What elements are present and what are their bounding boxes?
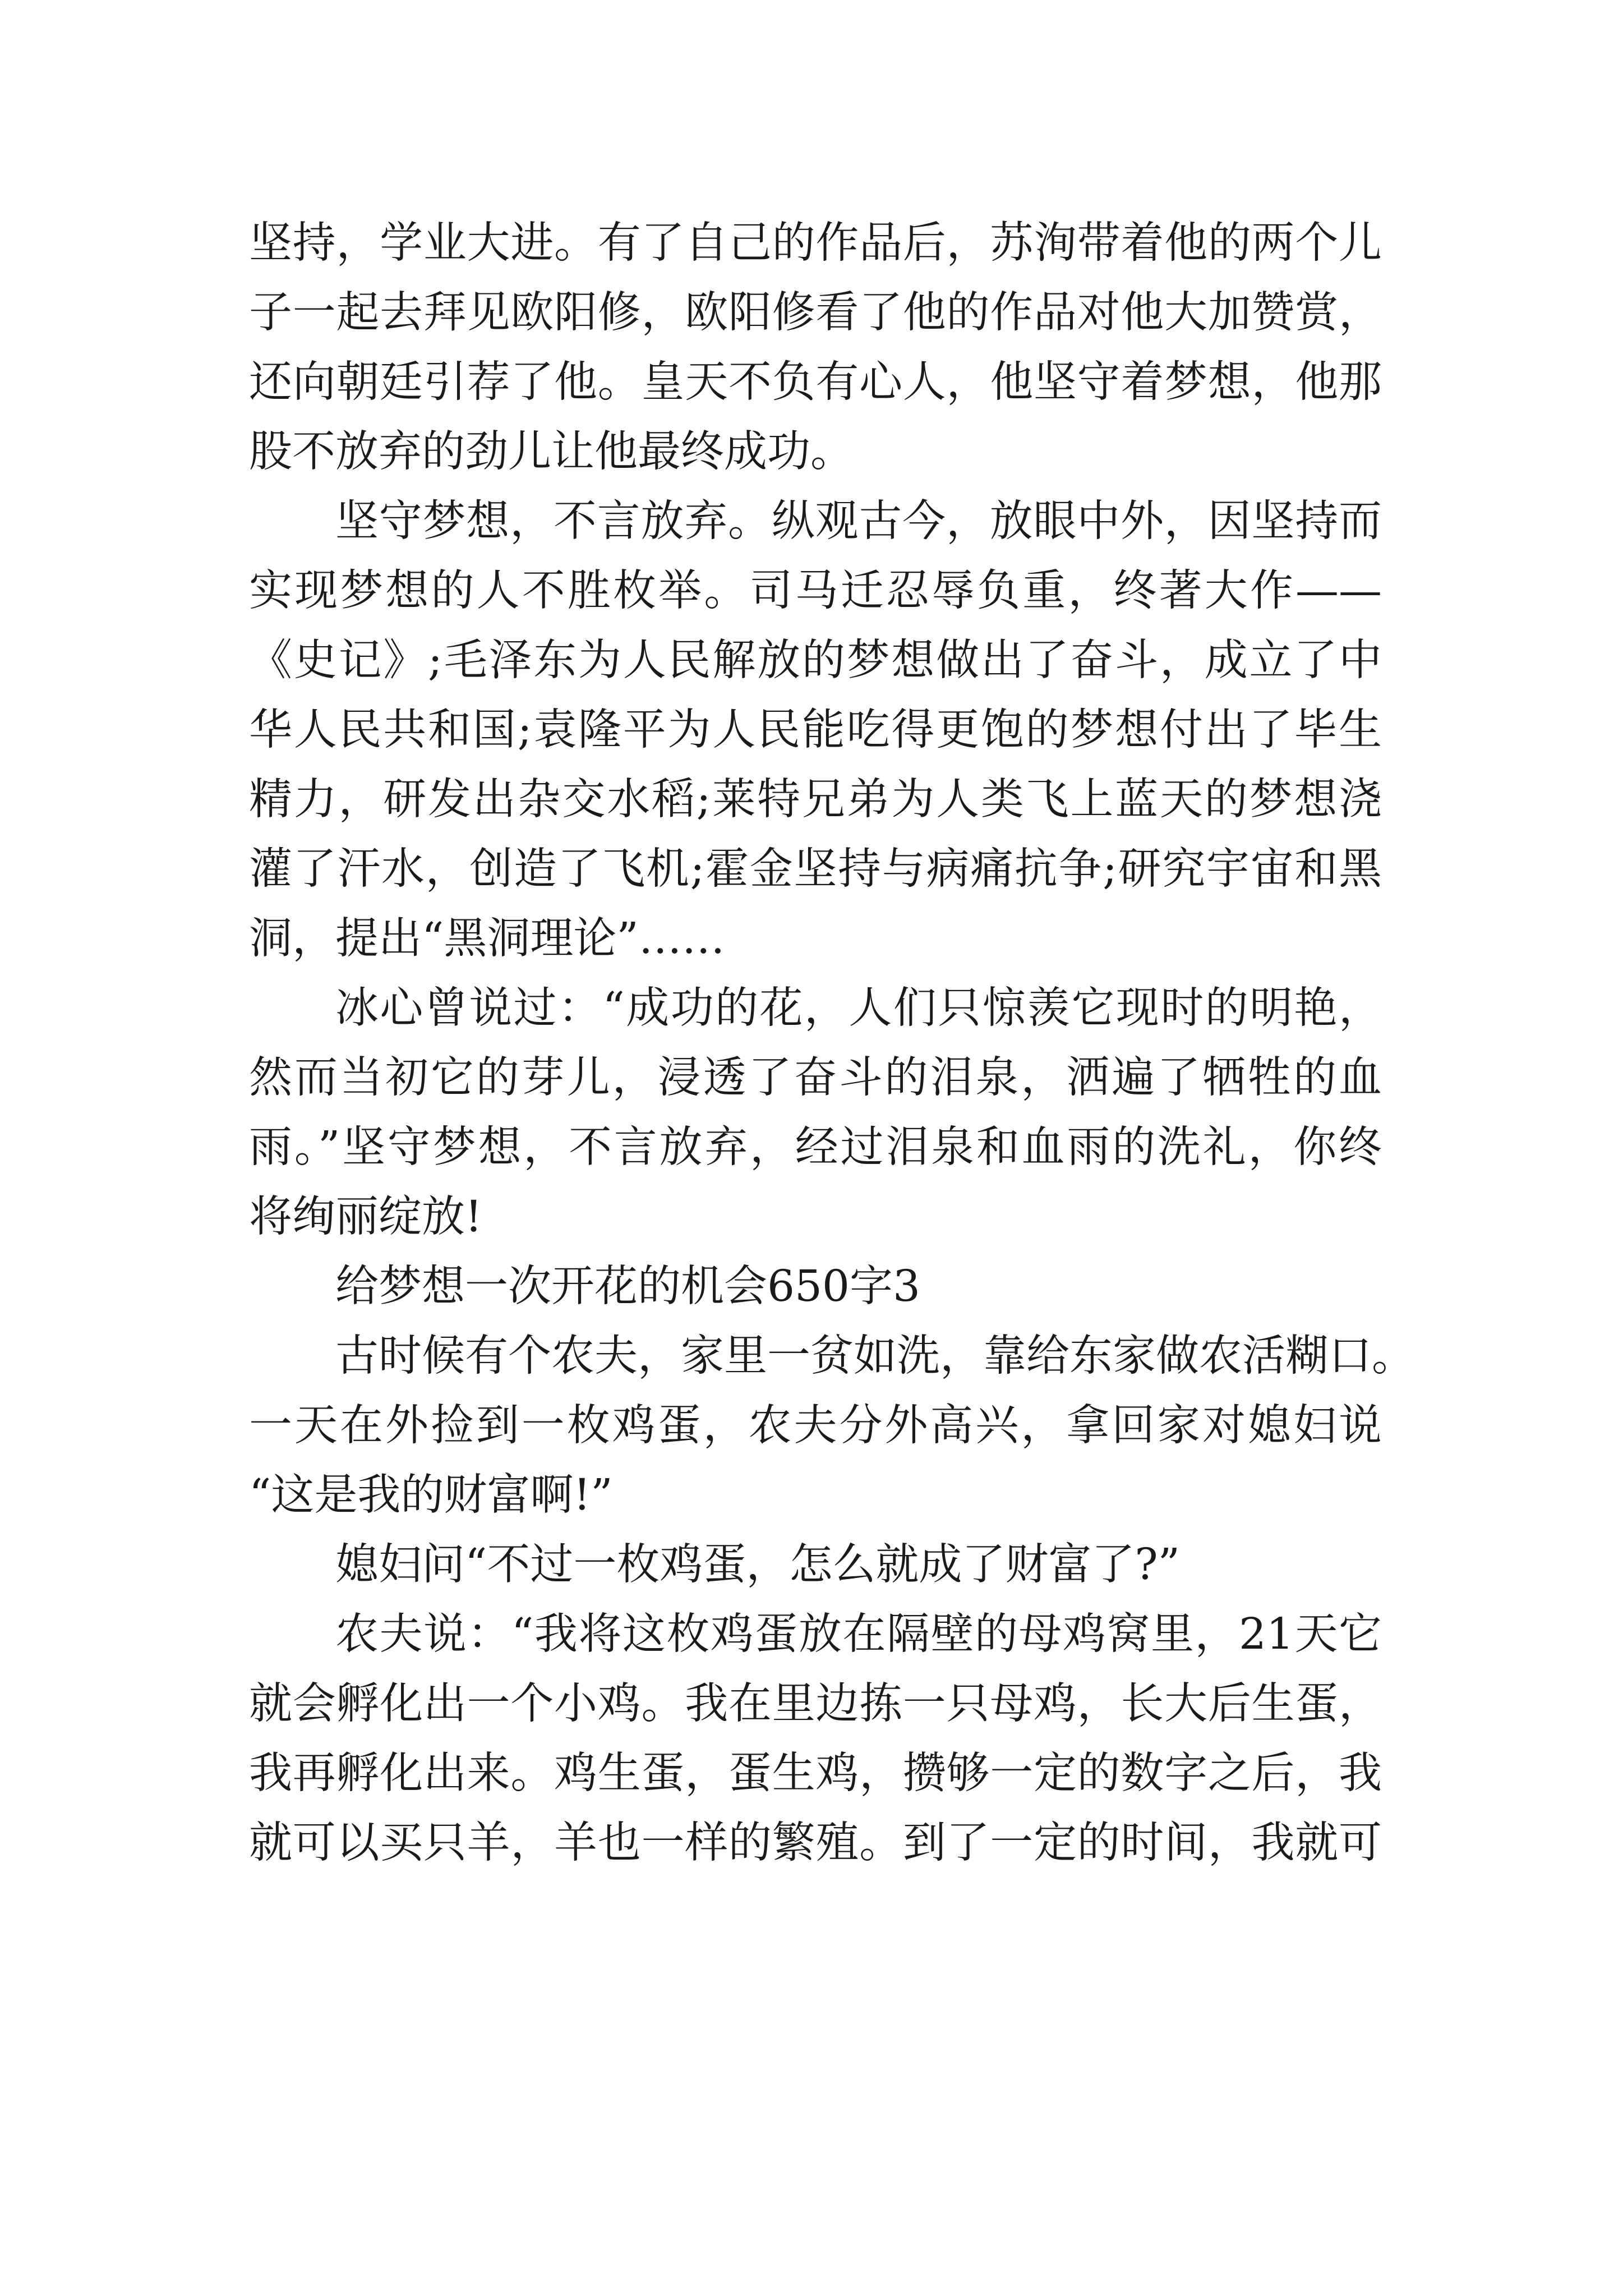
text-line: 就可以买只羊，羊也一样的繁殖。到了一定的时间，我就可	[249, 1818, 1382, 1868]
text-line: 《史记》;毛泽东为人民解放的梦想做出了奋斗，成立了中	[249, 636, 1382, 685]
text-line: 坚守梦想，不言放弃。纵观古今，放眼中外，因坚持而	[335, 496, 1382, 546]
text-line: 雨。”坚守梦想，不言放弃，经过泪泉和血雨的洗礼，你终	[249, 1122, 1382, 1172]
text-line: 精力，研发出杂交水稻;莱特兄弟为人类飞上蓝天的梦想浇	[249, 775, 1382, 825]
text-line: 农夫说：“我将这枚鸡蛋放在隔壁的母鸡窝里，21天它	[335, 1609, 1382, 1659]
text-line: 我再孵化出来。鸡生蛋，蛋生鸡，攒够一定的数字之后，我	[249, 1749, 1382, 1798]
text-line: 媳妇问“不过一枚鸡蛋，怎么就成了财富了?”	[335, 1540, 1181, 1590]
text-line: 实现梦想的人不胜枚举。司马迁忍辱负重，终著大作——	[249, 566, 1382, 616]
text-line: 洞，提出“黑洞理论”……	[249, 914, 725, 964]
text-line: 古时候有个农夫，家里一贫如洗，靠给东家做农活糊口。	[335, 1331, 1415, 1381]
text-line: 冰心曾说过：“成功的花，人们只惊羡它现时的明艳，	[335, 983, 1382, 1033]
text-line: 股不放弃的劲儿让他最终成功。	[249, 427, 854, 477]
text-line: 一天在外捡到一枚鸡蛋，农夫分外高兴，拿回家对媳妇说	[249, 1401, 1382, 1451]
text-line: 子一起去拜见欧阳修，欧阳修看了他的作品对他大加赞赏，	[249, 288, 1382, 338]
text-line: 就会孵化出一个小鸡。我在里边拣一只母鸡，长大后生蛋，	[249, 1679, 1382, 1729]
body-text	[249, 209, 1415, 1878]
text-line: 然而当初它的芽儿，浸透了奋斗的泪泉，洒遍了牺牲的血	[249, 1053, 1382, 1103]
text-line: 华人民共和国;袁隆平为人民能吃得更饱的梦想付出了毕生	[249, 705, 1382, 755]
text-line: “这是我的财富啊!”	[249, 1470, 613, 1520]
text-line: 将绚丽绽放!	[249, 1192, 482, 1242]
text-line: 坚持，学业大进。有了自己的作品后，苏洵带着他的两个儿	[249, 218, 1382, 268]
text-line: 灌了汗水，创造了飞机;霍金坚持与病痛抗争;研究宇宙和黑	[249, 844, 1382, 894]
text-line: 还向朝廷引荐了他。皇天不负有心人，他坚守着梦想，他那	[249, 357, 1382, 407]
text-line: 给梦想一次开花的机会650字3	[335, 1262, 920, 1312]
